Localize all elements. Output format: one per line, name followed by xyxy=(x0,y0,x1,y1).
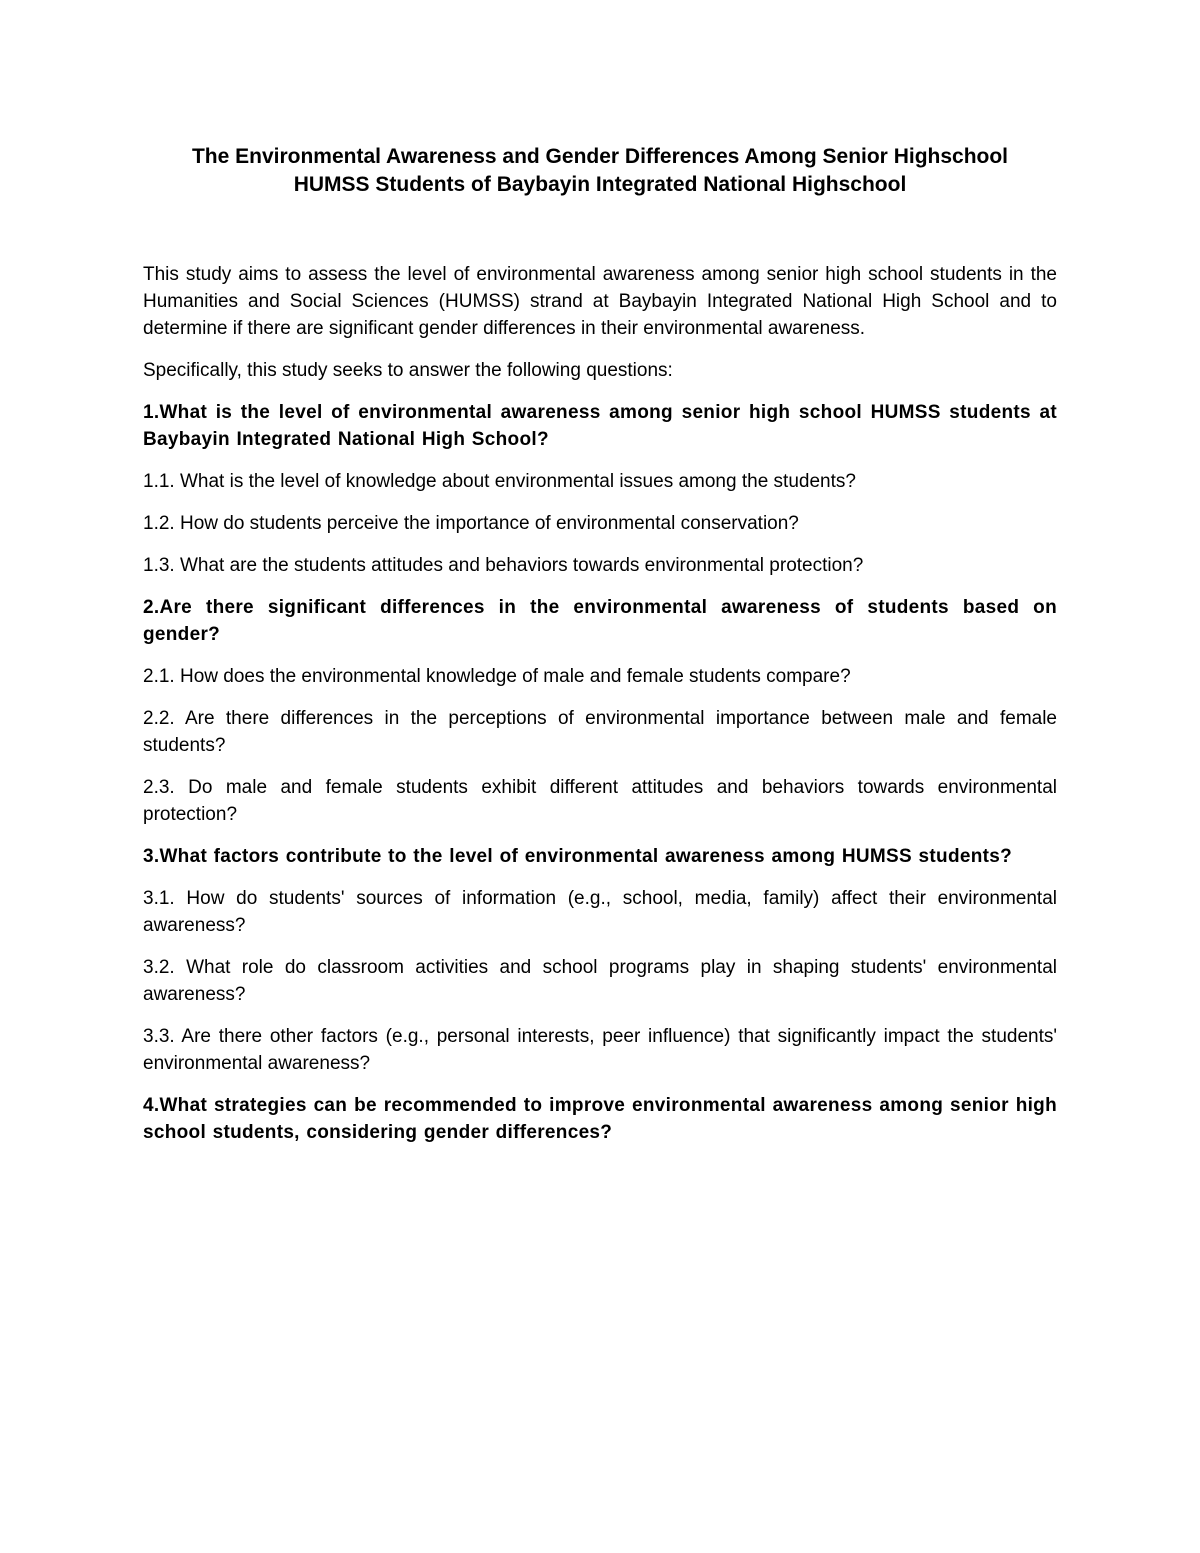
sub-question-2-3: 2.3. Do male and female students exhibit different attitudes and behaviors towards environmental protection? xyxy=(143,777,1057,825)
question-1: 1.What is the level of environmental awareness among senior high school HUMSS students at Baybayin Integrated National High School? xyxy=(143,402,1057,450)
sub-question-3-1: 3.1. How do students' sources of information (e.g., school, media, family) affect their environmental awareness? xyxy=(143,888,1057,936)
title-line-1: The Environmental Awareness and Gender Differences Among Senior Highschool xyxy=(191,145,1009,168)
document-title xyxy=(120,143,1080,199)
sub-question-2-1: 2.1. How does the environmental knowledge of male and female students compare? xyxy=(143,666,851,687)
sub-question-3-3: 3.3. Are there other factors (e.g., personal interests, peer influence) that significantly impact the students' environmental awareness? xyxy=(143,1026,1057,1074)
sub-question-2-2: 2.2. Are there differences in the perceptions of environmental importance between male and female students? xyxy=(143,708,1057,756)
sub-question-1-1: 1.1. What is the level of knowledge about environmental issues among the students? xyxy=(143,471,856,492)
document-body xyxy=(143,261,1057,1161)
sub-question-3-2: 3.2. What role do classroom activities and school programs play in shaping students' environmental awareness? xyxy=(143,957,1057,1005)
question-3: 3.What factors contribute to the level of environmental awareness among HUMSS students? xyxy=(143,846,1013,867)
question-4: 4.What strategies can be recommended to improve environmental awareness among senior high school students, considering gender differences? xyxy=(143,1095,1057,1143)
question-2: 2.Are there significant differences in the environmental awareness of students based on gender? xyxy=(143,597,1057,645)
intro-paragraph: This study aims to assess the level of environmental awareness among senior high school students in the Humanities and Social Sciences (HUMSS) strand at Baybayin Integrated National High School and to determine if there are significant gender differences in their environmental awareness. xyxy=(143,264,1057,339)
title-line-2: HUMSS Students of Baybayin Integrated National Highschool xyxy=(293,173,907,196)
sub-question-1-3: 1.3. What are the students attitudes and behaviors towards environmental protection? xyxy=(143,555,864,576)
lead-in-paragraph: Specifically, this study seeks to answer the following questions: xyxy=(143,360,673,381)
sub-question-1-2: 1.2. How do students perceive the importance of environmental conservation? xyxy=(143,513,799,534)
